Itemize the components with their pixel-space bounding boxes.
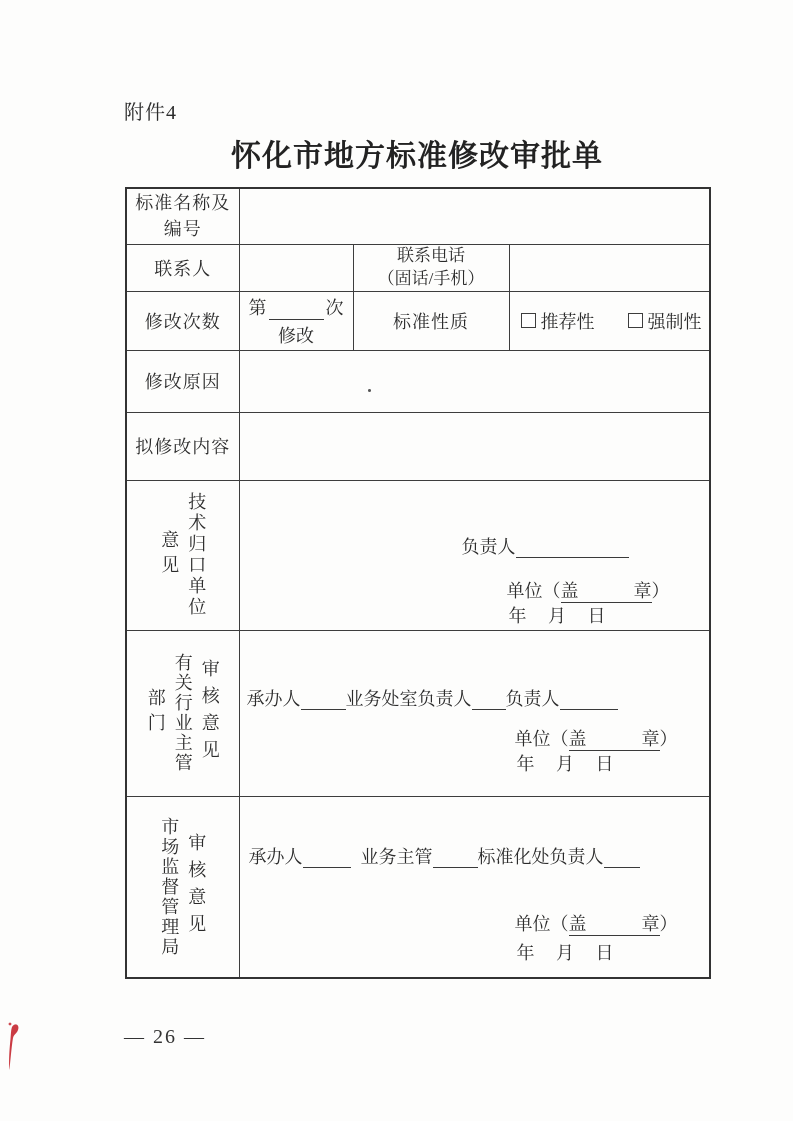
mod-count-label: 修改次数	[126, 291, 239, 350]
date-line: 年 月 日	[516, 753, 614, 774]
seal-suffix: ）	[659, 728, 678, 749]
signer-label: 标准化处负责人	[477, 846, 604, 867]
standard-name-label	[126, 188, 239, 244]
standard-name-label-line1: 标准名称及	[135, 193, 231, 214]
seal-zhang: 章	[633, 580, 652, 601]
leader-label: 负责人	[461, 536, 516, 557]
seal-gai: 盖	[568, 913, 587, 934]
content-label: 拟修改内容	[126, 412, 239, 480]
page-number: — 26 —	[124, 1026, 206, 1048]
signer-label: 承办人	[246, 688, 301, 709]
seal-line	[515, 914, 678, 937]
nature-options-cell	[509, 291, 710, 350]
industry-review-area[interactable]	[239, 630, 710, 796]
ink-speck	[368, 389, 371, 392]
industry-header-col-bumen: 部门	[145, 688, 166, 738]
checkbox-recommended-box-icon[interactable]	[521, 313, 536, 328]
seal-prefix: 单位（	[506, 580, 561, 601]
checkbox-recommended[interactable]	[521, 308, 595, 334]
phone-label-line1: 联系电话	[397, 246, 465, 266]
red-ink-mark	[3, 1020, 21, 1082]
signer-label: 承办人	[248, 846, 303, 867]
seal-prefix: 单位（	[514, 913, 569, 934]
contact-input-area[interactable]	[239, 244, 353, 291]
signer-label: 负责人	[505, 688, 560, 709]
date-line: 年 月 日	[508, 605, 606, 626]
signature-blank[interactable]	[472, 690, 506, 710]
industry-review-header	[126, 630, 239, 796]
checkbox-mandatory-label: 强制性	[647, 311, 702, 332]
signature-blank[interactable]	[433, 848, 478, 868]
seal-suffix: ）	[659, 913, 678, 934]
signature-blank[interactable]	[303, 848, 351, 868]
row-industry-review	[126, 630, 710, 796]
seal-zhang: 章	[641, 913, 660, 934]
content-input-area[interactable]	[239, 412, 710, 480]
seal-gai: 盖	[568, 728, 587, 749]
seal-line	[515, 729, 678, 752]
mod-count-line2: 修改	[278, 325, 314, 346]
checkbox-recommended-label: 推荐性	[540, 311, 595, 332]
market-header-col-shenhe: 审核意见	[186, 832, 207, 941]
standard-name-input-area[interactable]	[239, 188, 710, 244]
signature-blank[interactable]	[560, 690, 618, 710]
market-review-area[interactable]	[239, 796, 710, 978]
signer-label: 业务主管	[360, 846, 433, 867]
signer-label: 业务处室负责人	[345, 688, 472, 709]
industry-header-col-shenhe: 审核意见	[199, 659, 220, 767]
attachment-label: 附件4	[124, 102, 177, 124]
row-mod-count	[126, 291, 710, 350]
industry-header-col-zhuguan: 有关行业主管	[172, 653, 193, 773]
checkbox-mandatory[interactable]	[628, 308, 702, 334]
seal-gai: 盖	[560, 580, 579, 601]
tech-opinion-header	[126, 480, 239, 630]
leader-signature-blank[interactable]	[516, 538, 629, 558]
checkbox-mandatory-box-icon[interactable]	[628, 313, 643, 328]
date-line: 年 月 日	[516, 942, 614, 963]
approval-form-table	[125, 187, 711, 979]
contact-label: 联系人	[126, 244, 239, 291]
page-title: 怀化市地方标准修改审批单	[231, 140, 603, 173]
reason-input-area[interactable]	[239, 350, 710, 412]
tech-opinion-header-col-yijian: 意见	[159, 530, 180, 580]
row-content	[126, 412, 710, 480]
market-header-col-bureau: 市场监督管理局	[159, 816, 180, 957]
phone-label	[353, 244, 509, 291]
mod-count-prefix: 第	[248, 297, 267, 318]
reason-label: 修改原因	[126, 350, 239, 412]
phone-input-area[interactable]	[509, 244, 710, 291]
seal-prefix: 单位（	[514, 728, 569, 749]
row-standard-name	[126, 188, 710, 244]
row-market-review	[126, 796, 710, 978]
seal-line	[507, 581, 670, 604]
signature-blank[interactable]	[604, 848, 640, 868]
mod-count-field	[239, 291, 353, 350]
standard-name-label-line2: 编号	[163, 219, 202, 240]
row-contact	[126, 244, 710, 291]
row-reason	[126, 350, 710, 412]
seal-suffix: ）	[651, 580, 670, 601]
tech-opinion-header-col-unit: 技术归口单位	[186, 492, 207, 618]
tech-opinion-area[interactable]	[239, 480, 710, 630]
phone-label-line2: （固话/手机）	[377, 268, 485, 288]
market-review-header	[126, 796, 239, 978]
seal-zhang: 章	[641, 728, 660, 749]
mod-count-blank[interactable]	[269, 300, 324, 320]
signature-blank[interactable]	[301, 690, 346, 710]
mod-count-suffix: 次	[325, 297, 344, 318]
row-tech-opinion	[126, 480, 710, 630]
nature-label: 标准性质	[353, 291, 509, 350]
